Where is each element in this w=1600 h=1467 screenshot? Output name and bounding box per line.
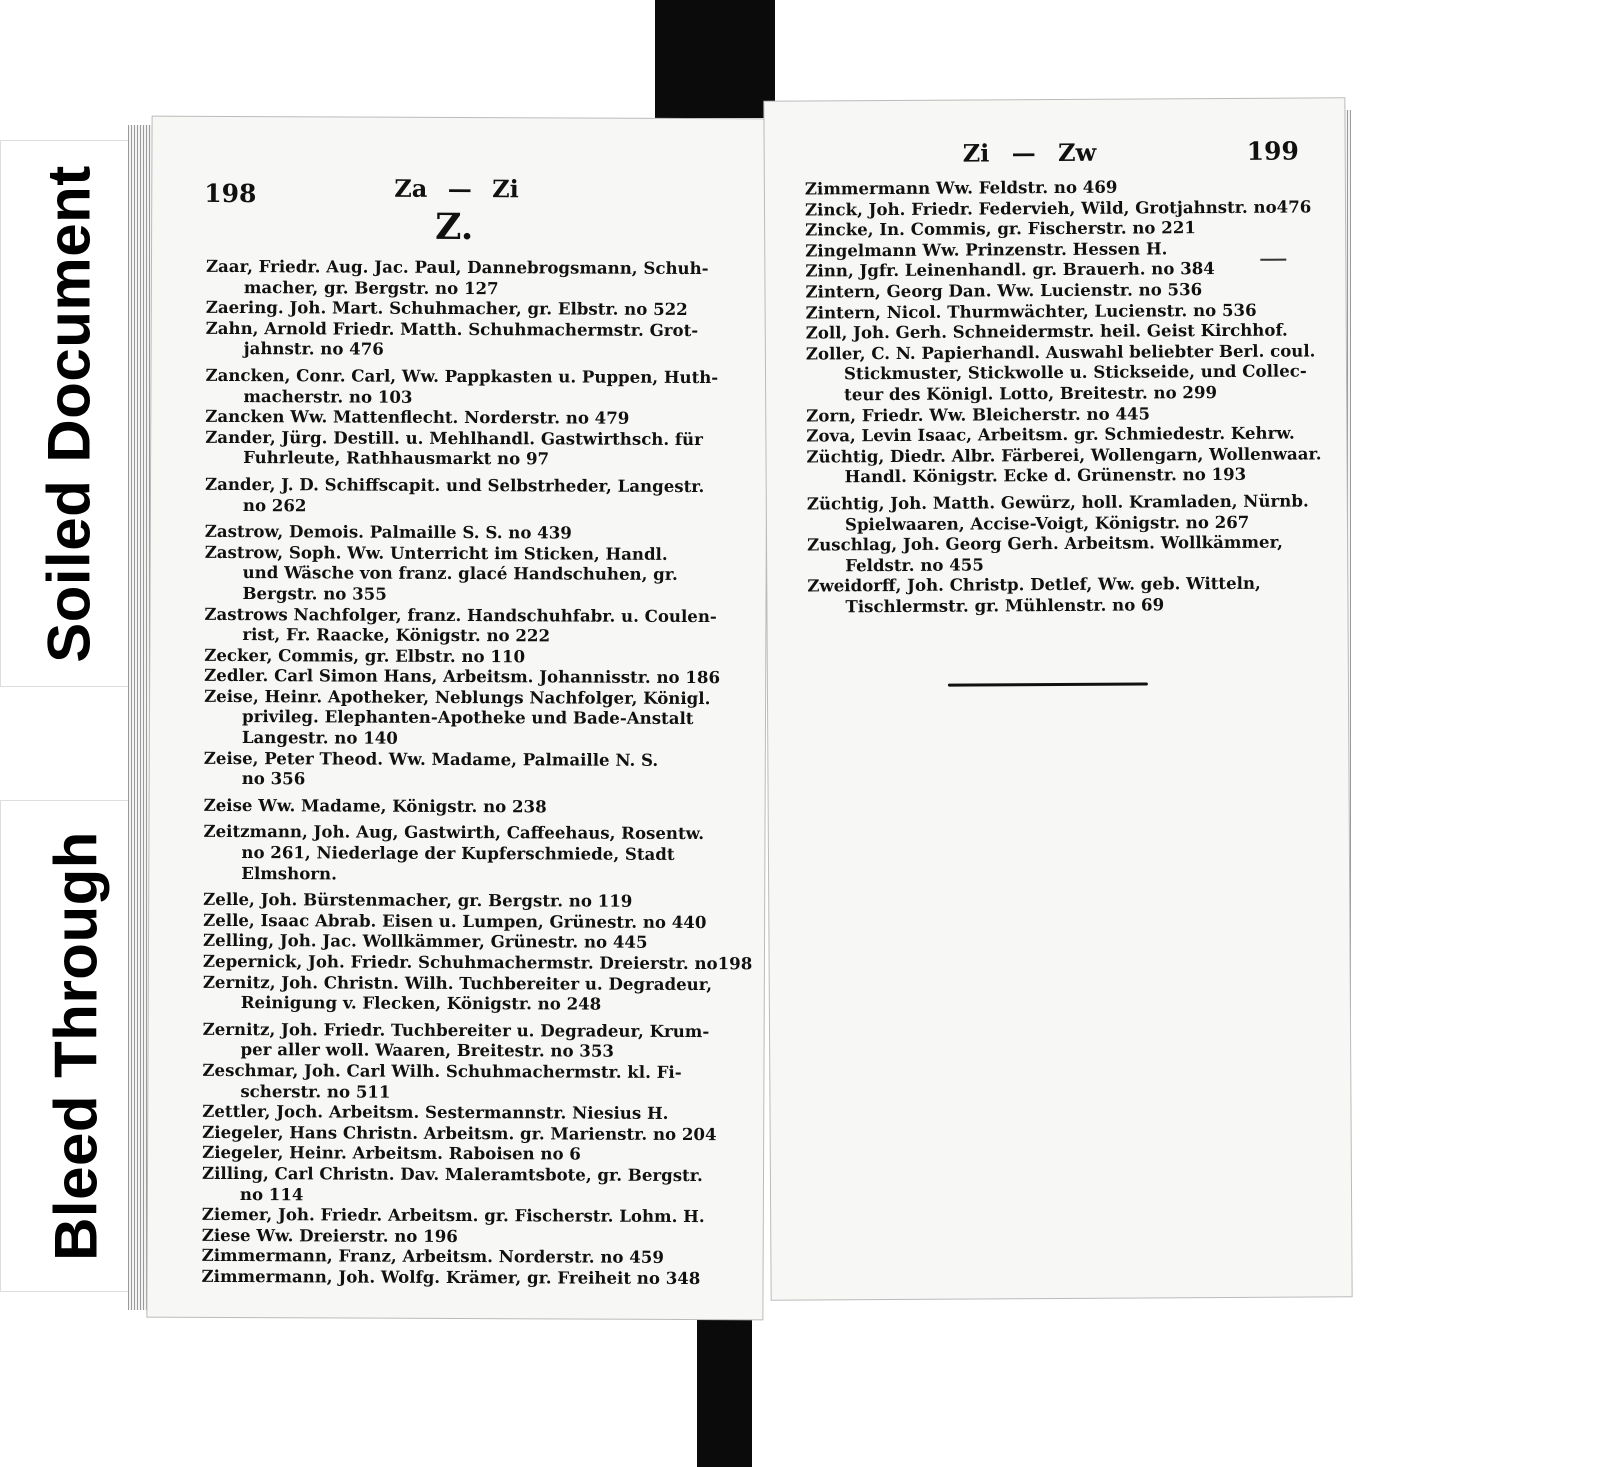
entry-continuation-line: scherstr. no 511 xyxy=(240,1080,391,1102)
entry-first-line: Zelle, Isaac Abrab. Eisen u. Lumpen, Grünestr. no 440 xyxy=(203,909,707,932)
entry-continuation-line: Spielwaaren, Accise-Voigt, Königstr. no 267 xyxy=(844,511,1250,534)
entry-continuation-line: Bergstr. no 355 xyxy=(242,582,387,604)
right-page xyxy=(764,98,1351,1300)
directory-entry xyxy=(807,573,1322,617)
page-number: 198 xyxy=(204,178,257,209)
entry-first-line: Zeschmar, Joh. Carl Wilh. Schuhmachermstr. kl. Fi- xyxy=(202,1059,682,1082)
directory-entry xyxy=(202,1163,752,1207)
directory-entry xyxy=(806,340,1321,405)
directory-entry xyxy=(203,1019,753,1063)
directory-entry xyxy=(202,1101,751,1124)
entry-continuation-line: no 114 xyxy=(239,1183,304,1204)
directory-entry xyxy=(202,1142,751,1165)
directory-entry xyxy=(206,297,755,320)
entry-continuation-line: Feldstr. no 455 xyxy=(845,554,984,575)
entry-first-line: Ziegeler, Hans Christn. Arbeitsm. gr. Marienstr. no 204 xyxy=(202,1121,717,1144)
entry-first-line: Zincke, In. Commis, gr. Fischerstr. no 221 xyxy=(805,217,1196,240)
entry-first-line: Zimmermann, Joh. Wolfg. Krämer, gr. Freiheit no 348 xyxy=(201,1265,701,1288)
directory-entry xyxy=(806,423,1321,447)
soiled-document-tag xyxy=(0,140,137,687)
entry-first-line: Zorn, Friedr. Ww. Bleicherstr. no 445 xyxy=(806,402,1151,426)
directory-entry xyxy=(203,821,753,885)
directory-entry xyxy=(202,1245,751,1268)
entry-continuation-line: per aller woll. Waaren, Breitestr. no 353 xyxy=(240,1039,615,1062)
entry-first-line: Zintern, Nicol. Thurmwächter, Lucienstr. no 536 xyxy=(805,299,1257,323)
entry-first-line: Zweidorff, Joh. Christp. Detlef, Ww. geb. Witteln, xyxy=(807,573,1261,596)
entry-first-line: Zinn, Jgfr. Leinenhandl. gr. Brauerh. no 384 xyxy=(805,258,1215,281)
page-number: 199 xyxy=(1246,136,1299,166)
entry-continuation-line: Langestr. no 140 xyxy=(241,727,398,748)
entry-continuation-line: Tischlermstr. gr. Mühlenstr. no 69 xyxy=(845,594,1165,617)
entry-continuation-line: Elmshorn. xyxy=(241,862,337,884)
header-end: Zi xyxy=(492,174,519,204)
entry-first-line: Zova, Levin Isaac, Arbeitsm. gr. Schmiedestr. Kehrw. xyxy=(806,422,1295,446)
entry-first-line: Zepernick, Joh. Friedr. Schuhmachermstr. Dreierstr. no198 xyxy=(202,950,753,974)
entry-first-line: Zeise Ww. Madame, Königstr. no 238 xyxy=(203,794,547,817)
header-start: Za xyxy=(394,173,428,203)
directory-entry xyxy=(205,365,755,409)
entry-first-line: Züchtig, Diedr. Albr. Färberei, Wollengarn, Wollenwaar. xyxy=(806,443,1322,467)
entry-continuation-line: rist, Fr. Raacke, Königstr. no 222 xyxy=(242,624,551,646)
running-header xyxy=(963,138,1097,168)
entry-continuation-line: teur des Königl. Lotto, Breitestr. no 299 xyxy=(844,381,1218,405)
directory-entry xyxy=(204,542,754,606)
entry-first-line: Zaering. Joh. Mart. Schuhmacher, gr. Elbstr. no 522 xyxy=(205,297,688,320)
entry-first-line: Zander, Jürg. Destill. u. Mehlhandl. Gastwirthsch. für xyxy=(205,426,703,449)
entry-continuation-line: no 261, Niederlage der Kupferschmiede, Stadt xyxy=(241,842,675,864)
bleed-through-label: Bleed Through xyxy=(42,831,110,1261)
entry-continuation-line: Reinigung v. Flecken, Königstr. no 248 xyxy=(240,992,602,1014)
entry-continuation-line: no 356 xyxy=(241,768,306,789)
section-letter: Z. xyxy=(435,205,474,249)
directory-entry xyxy=(205,427,755,471)
entry-first-line: Zancken Ww. Mattenflecht. Norderstr. no 479 xyxy=(205,406,630,428)
left-page xyxy=(147,117,767,1320)
directory-entry xyxy=(203,951,752,974)
entry-first-line: Zastrow, Demois. Palmaille S. S. no 439 xyxy=(204,521,572,543)
entry-continuation-line: Fuhrleute, Rathhausmarkt no 97 xyxy=(243,447,550,469)
entry-first-line: Zingelmann Ww. Prinzenstr. Hessen H. xyxy=(805,238,1168,261)
entry-first-line: Ziegeler, Heinr. Arbeitsm. Raboisen no 6 xyxy=(202,1142,581,1164)
entry-first-line: Zastrows Nachfolger, franz. Handschuhfabr. u. Coulen- xyxy=(204,603,717,626)
entry-first-line: Zelle, Joh. Bürstenmacher, gr. Bergstr. no 119 xyxy=(203,889,633,911)
directory-entry xyxy=(204,645,753,668)
directory-entry xyxy=(202,1225,751,1248)
entry-first-line: Zeitzmann, Joh. Aug, Gastwirth, Caffeehaus, Rosentw. xyxy=(203,821,705,844)
directory-entry xyxy=(205,406,754,429)
directory-entry xyxy=(204,795,753,818)
entry-first-line: Zilling, Carl Christn. Dav. Maleramtsbote, gr. Bergstr. xyxy=(201,1162,703,1186)
directory-entry xyxy=(204,686,754,750)
open-book xyxy=(128,100,1358,1325)
directory-entry xyxy=(203,930,752,953)
end-rule xyxy=(948,682,1148,686)
entry-continuation-line: und Wäsche von franz. glacé Handschuhen, gr. xyxy=(242,562,678,585)
directory-entry xyxy=(806,443,1321,487)
entry-first-line: Zander, J. D. Schiffscapit. und Selbstrheder, Langestr. xyxy=(204,473,705,497)
entry-first-line: Zinck, Joh. Friedr. Federvieh, Wild, Grotjahnstr. no476 xyxy=(804,196,1312,220)
entry-first-line: Zoll, Joh. Gerh. Schneidermstr. heil. Geist Kirchhof. xyxy=(805,319,1288,343)
directory-entry xyxy=(203,910,752,933)
directory-entry xyxy=(206,318,756,362)
entry-continuation-line: Handl. Königstr. Ecke d. Grünenstr. no 193 xyxy=(844,464,1247,487)
entry-first-line: Ziese Ww. Dreierstr. no 196 xyxy=(201,1224,458,1246)
directory-entry xyxy=(202,1266,751,1289)
directory-entry xyxy=(203,971,753,1015)
entry-first-line: Zelling, Joh. Jac. Wollkämmer, Grünestr. no 445 xyxy=(202,930,648,953)
entry-first-line: Zimmermann Ww. Feldstr. no 469 xyxy=(804,176,1118,199)
entry-first-line: Züchtig, Joh. Matth. Gewürz, holl. Kramladen, Nürnb. xyxy=(806,490,1309,514)
entry-continuation-line: macher, gr. Bergstr. no 127 xyxy=(243,276,499,298)
directory-entry xyxy=(203,889,752,912)
margin-mark xyxy=(1260,259,1286,261)
directory-entry xyxy=(204,665,753,688)
entry-list xyxy=(805,175,1323,623)
entry-first-line: Zancken, Conr. Carl, Ww. Pappkasten u. Puppen, Huth- xyxy=(205,364,719,388)
entry-first-line: Zaar, Friedr. Aug. Jac. Paul, Dannebrogsmann, Schuh- xyxy=(205,255,709,279)
directory-entry xyxy=(204,748,754,792)
entry-first-line: Zastrow, Soph. Ww. Unterricht im Sticken, Handl. xyxy=(204,541,668,564)
header-dash: — xyxy=(447,173,472,204)
entry-first-line: Zernitz, Joh. Friedr. Tuchbereiter u. Degradeur, Krum- xyxy=(202,1018,710,1041)
entry-continuation-line: Stickmuster, Stickwolle u. Stickseide, und Collec- xyxy=(843,360,1307,384)
directory-entry xyxy=(807,490,1322,534)
directory-entry xyxy=(202,1204,751,1227)
entry-continuation-line: macherstr. no 103 xyxy=(243,385,413,407)
entry-first-line: Zeise, Peter Theod. Ww. Madame, Palmaille N. S. xyxy=(203,747,659,770)
entry-first-line: Zoller, C. N. Papierhandl. Auswahl beliebter Berl. coul. xyxy=(805,340,1316,364)
entry-first-line: Ziemer, Joh. Friedr. Arbeitsm. gr. Fischerstr. Lohm. H. xyxy=(201,1204,705,1227)
header-end: Zw xyxy=(1057,137,1097,167)
entry-first-line: Zedler. Carl Simon Hans, Arbeitsm. Johannisstr. no 186 xyxy=(204,665,721,688)
entry-continuation-line: privileg. Elephanten-Apotheke und Bade-Anstalt xyxy=(241,706,694,729)
directory-entry xyxy=(205,521,754,544)
header-start: Zi xyxy=(962,138,990,168)
directory-entry xyxy=(202,1060,752,1104)
entry-first-line: Zecker, Commis, gr. Elbstr. no 110 xyxy=(204,644,526,666)
running-header xyxy=(394,174,519,204)
entry-first-line: Zimmermann, Franz, Arbeitsm. Norderstr. no 459 xyxy=(201,1245,664,1268)
soiled-document-label: Soiled Document xyxy=(35,164,102,663)
entry-first-line: Zahn, Arnold Friedr. Matth. Schuhmachermstr. Grot- xyxy=(205,317,699,340)
entry-continuation-line: no 262 xyxy=(242,494,307,515)
directory-entry xyxy=(806,320,1321,344)
entry-continuation-line: jahnstr. no 476 xyxy=(243,338,384,360)
binding-strip-bottom xyxy=(697,1302,752,1467)
directory-entry xyxy=(805,196,1320,220)
entry-first-line: Zintern, Georg Dan. Ww. Lucienstr. no 536 xyxy=(805,279,1203,302)
directory-entry xyxy=(202,1122,751,1145)
directory-entry xyxy=(807,531,1322,575)
directory-entry xyxy=(205,474,755,518)
entry-list xyxy=(202,256,756,1289)
directory-entry xyxy=(206,256,756,300)
header-dash: — xyxy=(1011,138,1036,168)
entry-first-line: Zeise, Heinr. Apotheker, Neblungs Nachfolger, Königl. xyxy=(204,685,711,708)
directory-entry xyxy=(204,603,754,647)
entry-first-line: Zuschlag, Joh. Georg Gerh. Arbeitsm. Wollkämmer, xyxy=(806,531,1283,555)
entry-first-line: Zettler, Joch. Arbeitsm. Sestermannstr. Niesius H. xyxy=(202,1101,669,1124)
entry-first-line: Zernitz, Joh. Christn. Wilh. Tuchbereiter u. Degradeur, xyxy=(202,971,713,994)
